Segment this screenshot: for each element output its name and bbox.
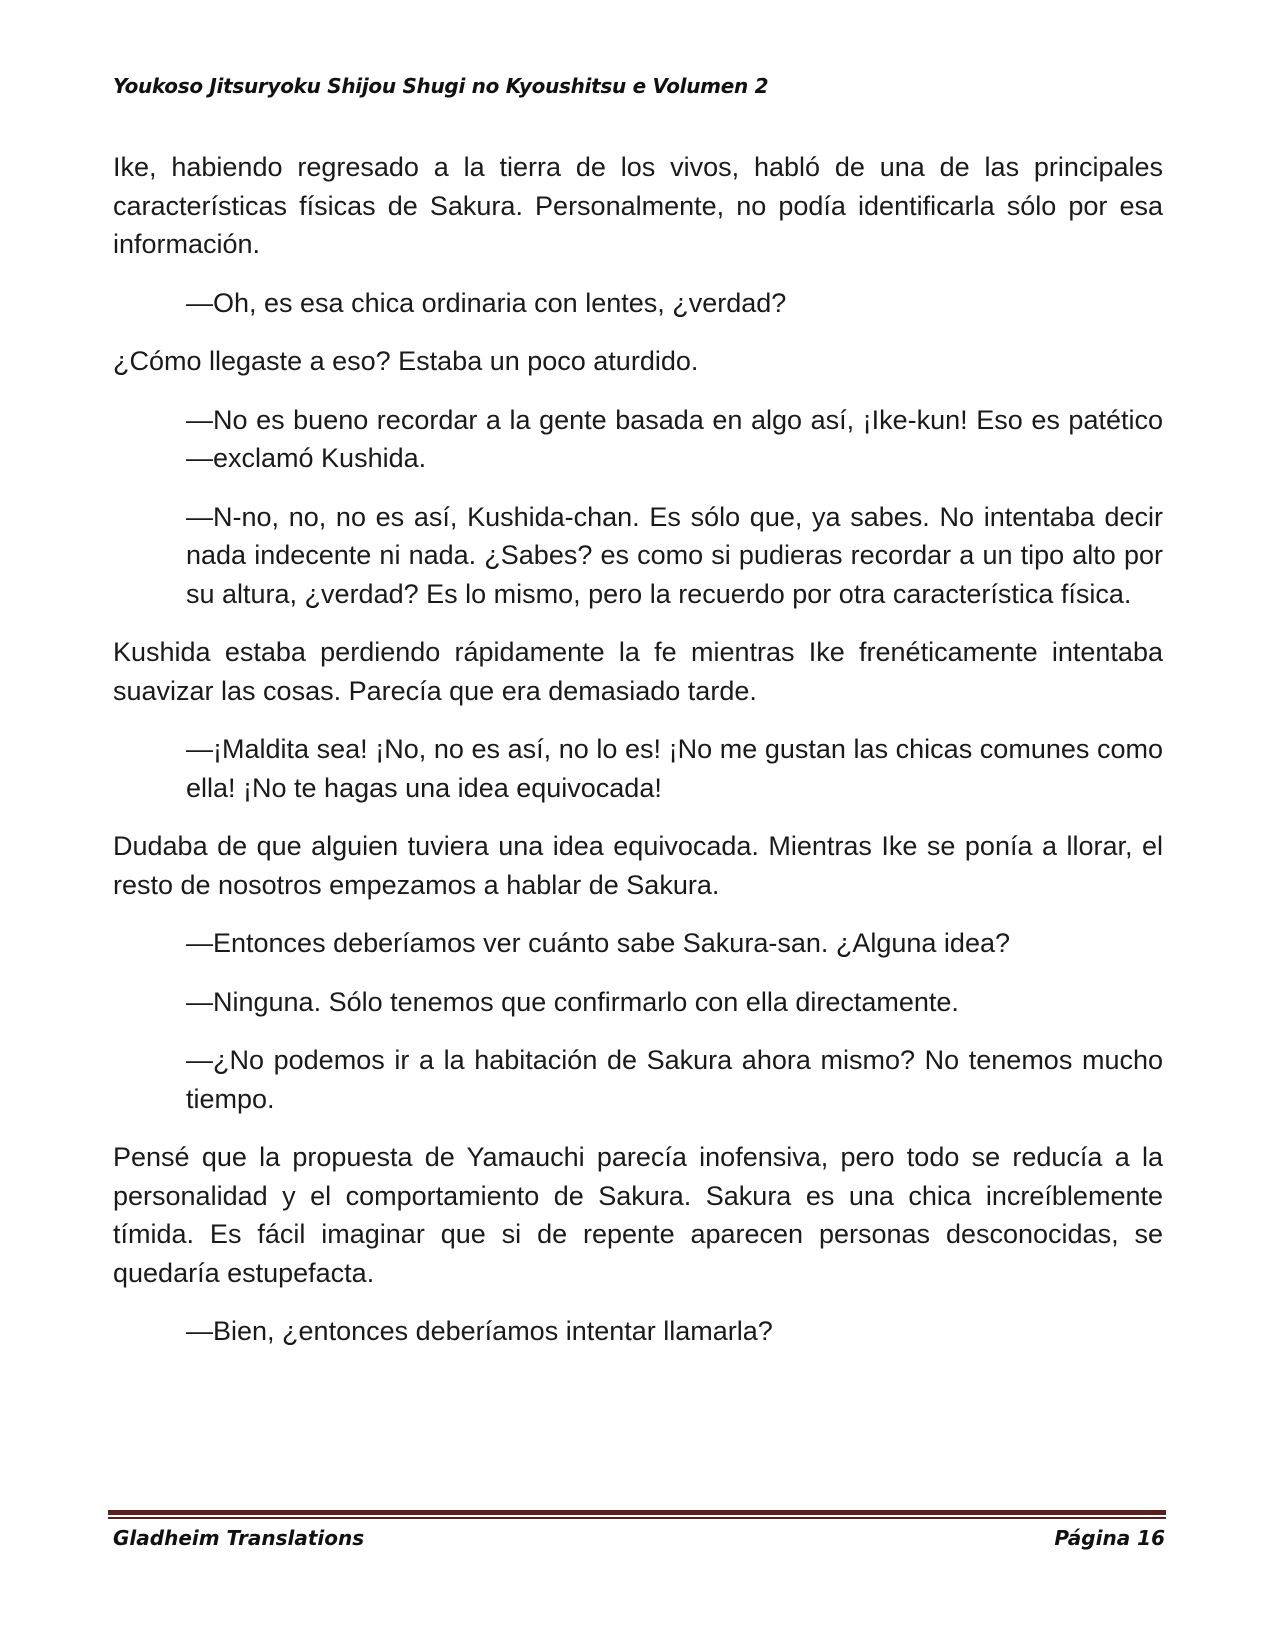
footer-page-number: Página 16 xyxy=(1054,1526,1165,1550)
dialogue-line: —Entonces deberíamos ver cuánto sabe Sakura-san. ¿Alguna idea? xyxy=(186,928,1010,958)
paragraph: Dudaba de que alguien tuviera una idea equivocada. Mientras Ike se ponía a llorar, el resto de nosotros empezamos a hablar de Sakura. xyxy=(113,831,1163,900)
paragraph: Kushida estaba perdiendo rápidamente la fe mientras Ike frenéticamente intentaba suavizar las cosas. Parecía que era demasiado tarde. xyxy=(113,637,1163,706)
paragraph: ¿Cómo llegaste a eso? Estaba un poco aturdido. xyxy=(113,346,699,376)
body-text xyxy=(113,148,1163,1371)
dialogue-line: —Oh, es esa chica ordinaria con lentes, ¿verdad? xyxy=(186,287,787,318)
footer-translator: Gladheim Translations xyxy=(113,1526,365,1550)
paragraph: Pensé que la propuesta de Yamauchi parecía inofensiva, pero todo se reducía a la personalidad y el comportamiento de Sakura. Sakura es una chica increíblemente tímida. Es fácil imaginar que si de repente aparecen personas desconocidas, se quedaría estupefacta. xyxy=(113,1142,1163,1288)
page-header-title: Youkoso Jitsuryoku Shijou Shugi no Kyoushitsu e Volumen 2 xyxy=(113,74,769,98)
dialogue-line: —¡Maldita sea! ¡No, no es así, no lo es! ¡No me gustan las chicas comunes como ella! ¡No te hagas una idea equivocada! xyxy=(186,734,1163,803)
dialogue-line: —Ninguna. Sólo tenemos que confirmarlo con ella directamente. xyxy=(186,986,959,1017)
dialogue-line: —Bien, ¿entonces deberíamos intentar llamarla? xyxy=(186,1316,773,1346)
footer-divider-thin xyxy=(108,1517,1166,1519)
dialogue-line: —No es bueno recordar a la gente basada en algo así, ¡Ike-kun! Eso es patético —exclamó Kushida. xyxy=(186,404,1163,473)
paragraph: Ike, habiendo regresado a la tierra de los vivos, habló de una de las principales características físicas de Sakura. Personalmente, no podía identificarla sólo por esa información. xyxy=(113,152,1163,259)
footer-divider xyxy=(108,1510,1166,1519)
dialogue-line: —¿No podemos ir a la habitación de Sakura ahora mismo? No tenemos mucho tiempo. xyxy=(186,1045,1163,1114)
footer-divider-thick xyxy=(108,1510,1166,1515)
dialogue-line: —N-no, no, no es así, Kushida-chan. Es sólo que, ya sabes. No intentaba decir nada indecente ni nada. ¿Sabes? es como si pudieras recordar a un tipo alto por su altura, ¿verdad? Es lo mismo, pero la recuerdo por otra característica física. xyxy=(186,501,1163,609)
